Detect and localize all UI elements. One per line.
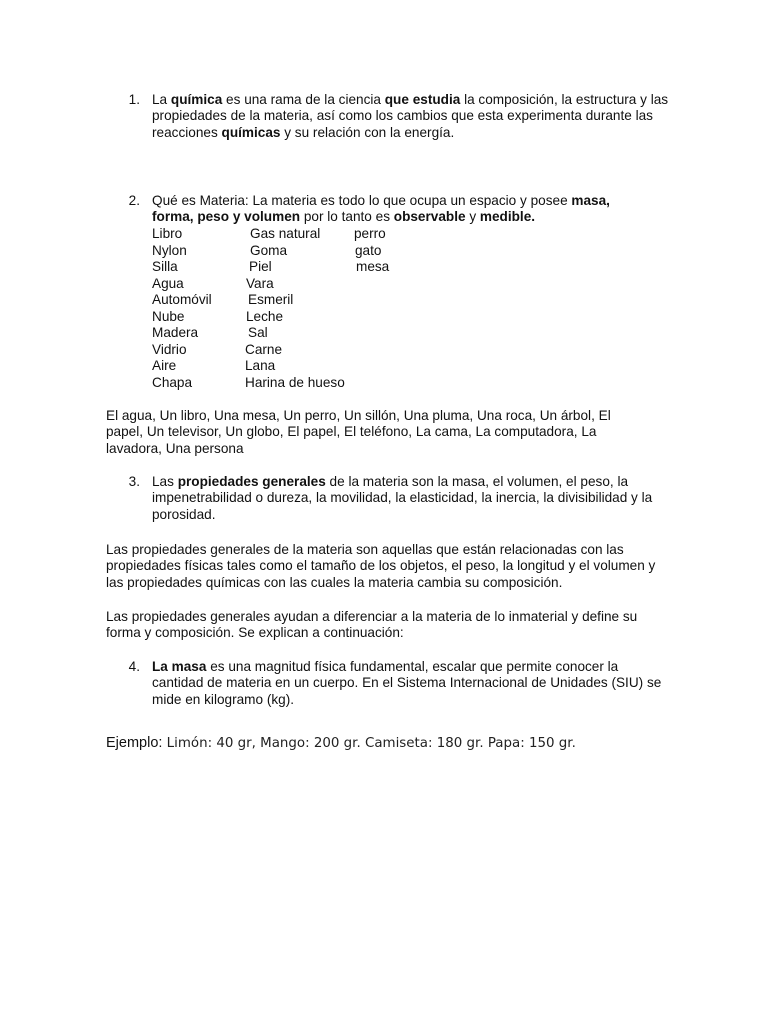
- materials-cell: Nylon: [152, 242, 187, 258]
- materials-cell: Esmeril: [248, 292, 294, 307]
- materials-cell: Libro: [152, 226, 183, 241]
- item-1-number: 1.: [128, 92, 140, 107]
- item-4-number: 4.: [128, 659, 140, 674]
- materials-cell: Sal: [248, 325, 268, 340]
- item-3-text: Las propiedades generales de la materia son la masa, el volumen, el peso, la impenetrabilidad o dureza, la movilidad, la elasticidad, la inercia, la divisibilidad y la porosidad.: [152, 474, 653, 522]
- example-label: Ejemplo:: [106, 735, 163, 751]
- example-text: Limón: 40 gr, Mango: 200 gr. Camiseta: 180 gr. Papa: 150 gr.: [162, 736, 576, 751]
- item-2-number: 2.: [128, 193, 140, 208]
- materials-cell: Piel: [249, 259, 272, 274]
- properties-paragraph-1: Las propiedades generales de la materia son aquellas que están relacionadas con las propiedades físicas tales como el tamaño de los objetos, el peso, la longitud y el volumen y las propiedades químicas con las cuales la materia cambia su composición.: [106, 542, 656, 590]
- materials-cell: Automóvil: [152, 292, 212, 307]
- item-4-text: La masa es una magnitud física fundamental, escalar que permite conocer la cantidad de materia en un cuerpo. En el Sistema Internacional de Unidades (SIU) se mide en kilogramo (kg).: [152, 659, 662, 707]
- materials-cell: Agua: [152, 275, 184, 291]
- materials-cell: Vidrio: [152, 341, 187, 357]
- materials-cell: Vara: [246, 275, 274, 291]
- item-2-text: Qué es Materia: La materia es todo lo que ocupa un espacio y posee masa, forma, peso y volumen por lo tanto es observable y medible.: [152, 193, 610, 225]
- example-line: [106, 735, 576, 752]
- materials-cell: mesa: [356, 259, 390, 274]
- item-3-number: 3.: [128, 474, 140, 489]
- materials-cell: Lana: [245, 358, 276, 373]
- materials-cell: Nube: [152, 308, 185, 324]
- materials-cell: Madera: [152, 325, 199, 340]
- item-1-text: La química es una rama de la ciencia que estudia la composición, la estructura y las propiedades de la materia, así como los cambios que esta experimenta durante las reacciones químicas y su relación con la energía.: [152, 92, 669, 140]
- materials-cell: Chapa: [152, 374, 193, 390]
- materials-cell: Goma: [250, 242, 288, 258]
- materials-cell: Harina de hueso: [245, 374, 345, 390]
- materials-cell: Carne: [245, 341, 283, 357]
- materials-cell: Aire: [152, 358, 177, 373]
- materials-cell: perro: [354, 226, 386, 241]
- materials-cell: gato: [355, 242, 382, 258]
- examples-paragraph: El agua, Un libro, Una mesa, Un perro, Un sillón, Una pluma, Una roca, Un árbol, El papel, Un televisor, Un globo, El papel, El teléfono, La cama, La computadora, La lavadora, Una persona: [106, 408, 611, 456]
- materials-cell: Leche: [246, 308, 284, 324]
- materials-cell: Gas natural: [250, 226, 321, 241]
- properties-paragraph-2: Las propiedades generales ayudan a diferenciar a la materia de lo inmaterial y define su forma y composición. Se explican a continuación:: [106, 609, 638, 641]
- materials-cell: Silla: [152, 259, 178, 274]
